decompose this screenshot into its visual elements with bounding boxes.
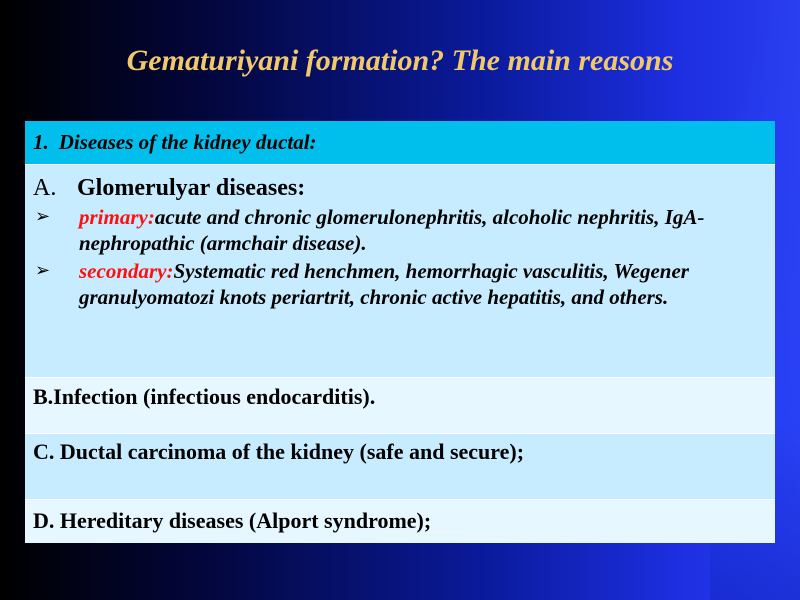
- row-letter: A.: [33, 175, 57, 201]
- bullet-primary-text: acute and chronic glomerulonephritis, alcoholic nephritis, IgA-nephropathic (armchair disease).: [79, 205, 705, 255]
- table-header-row: [25, 121, 775, 164]
- table-row-hereditary: D. Hereditary diseases (Alport syndrome);: [25, 499, 775, 543]
- arrow-bullet-icon: ➢: [35, 260, 51, 281]
- glomerular-heading-text: Glomerulyar diseases:: [77, 175, 306, 201]
- table-row-glomerular: [25, 164, 775, 377]
- bullet-secondary-body: [79, 258, 775, 310]
- header-number: 1.: [33, 130, 49, 154]
- glomerular-heading: [33, 175, 775, 202]
- bullet-secondary: [33, 258, 775, 310]
- bullet-secondary-label: secondary:: [79, 259, 174, 283]
- bullet-primary-body: [79, 204, 775, 256]
- table-row-infection: B.Infection (infectious endocarditis).: [25, 377, 775, 433]
- slide-title: Gematuriyani formation? The main reasons: [126, 44, 674, 77]
- header-text: Diseases of the kidney ductal:: [58, 130, 317, 154]
- bullet-primary-label: primary:: [79, 205, 155, 229]
- bullet-primary: [33, 204, 775, 256]
- content-table: [25, 121, 775, 543]
- bullet-secondary-text: Systematic red henchmen, hemorrhagic vasculitis, Wegener granulyomatozi knots periartrit, chronic active hepatitis, and others.: [79, 259, 689, 309]
- arrow-bullet-icon: ➢: [35, 206, 51, 227]
- table-row-carcinoma: C. Ductal carcinoma of the kidney (safe and secure);: [25, 433, 775, 499]
